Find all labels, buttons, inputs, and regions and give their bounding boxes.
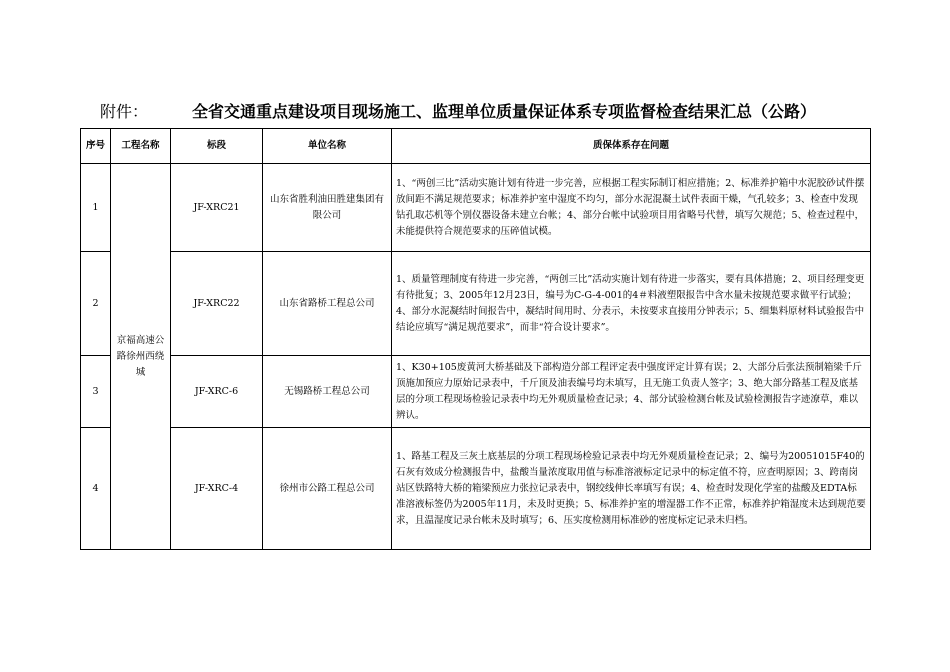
row-issues: 1、质量管理制度有待进一步完善，“两创三比”活动实施计划有待进一步落实，要有具体措施；2、项目经理变更有待批复；3、2005年12月23日，编号为C-G-4-001的4＃料液塑限报告中含水量未按规范要求做平行试验；4、部分水泥凝结时间报告中，凝结时间用时、分表示，未按要求直接用分钟表示；5、细集料原材料试验报告中结论应填写“满足规范要求”，而非“符合设计要求”。 [392,252,871,356]
table-row [81,164,871,252]
inspection-summary-table [80,128,871,550]
column-header-seq: 序号 [81,129,111,164]
table-row [81,428,871,550]
row-issues: 1、K30+105废黄河大桥基础及下部构造分部工程评定表中强度评定计算有误；2、大部分后张法预制箱梁千斤顶施加预应力原始记录表中，千斤顶及油表编号均未填写，且无施工负责人签字；3、绝大部分路基工程及底基层的分项工程现场检验记录表中均无外观质量检查记录；4、部分试验检测台帐及试验检测报告字迹潦草，难以辨认。 [392,356,871,428]
page-title: 全省交通重点建设项目现场施工、监理单位质量保证体系专项监督检查结果汇总（公路） [192,102,817,121]
table-row [81,252,871,356]
column-header-section: 标段 [171,129,263,164]
row-seq: 1 [81,164,111,252]
attachment-label: 附件： [100,102,149,121]
column-header-issues: 质保体系存在问题 [392,129,871,164]
column-header-project: 工程名称 [111,129,171,164]
row-section: JF-XRC22 [171,252,263,356]
row-issues: 1、“两创三比”活动实施计划有待进一步完善，应根据工程实际制订相应措施；2、标准养护箱中水泥胶砂试件摆放间距不满足规范要求；标准养护室中湿度不均匀，部分水泥混凝土试件表面干燥，气孔较多；3、检查中发现钻孔取芯机等个别仪器设备未建立台帐；4、部分台帐中试验项目用省略号代替，填写欠规范；5、检查过程中，未能提供符合规范要求的压碎值试模。 [392,164,871,252]
row-unit-name: 徐州市公路工程总公司 [263,428,392,550]
row-seq: 2 [81,252,111,356]
row-issues: 1、路基工程及三灰土底基层的分项工程现场检验记录表中均无外观质量检查记录；2、编号为20051015F40的石灰有效成分检测报告中，盐酸当量浓度取用值与标准溶液标定记录中的标定值不符，应查明原因；3、跨南岗站区铁路特大桥的箱梁预应力张拉记录表中，钢绞线伸长率填写有误；4、检查时发现化学室的盐酸及EDTA标准溶液标签仍为2005年11月，未及时更换；5、标准养护室的增湿器工作不正常，标准养护箱湿度未达到规范要求，且温湿度记录台帐未及时填写；6、压实度检测用标准砂的密度标定记录未归档。 [392,428,871,550]
row-seq: 4 [81,428,111,550]
row-section: JF-XRC-6 [171,356,263,428]
row-section: JF-XRC-4 [171,428,263,550]
row-section: JF-XRC21 [171,164,263,252]
table-row [81,356,871,428]
column-header-unit: 单位名称 [263,129,392,164]
project-name-cell: 京福高速公路徐州西绕城 [111,164,171,550]
table-header-row [81,129,871,164]
row-unit-name: 无锡路桥工程总公司 [263,356,392,428]
page-header [80,100,880,124]
row-unit-name: 山东省路桥工程总公司 [263,252,392,356]
row-unit-name: 山东省胜利油田胜建集团有限公司 [263,164,392,252]
row-seq: 3 [81,356,111,428]
